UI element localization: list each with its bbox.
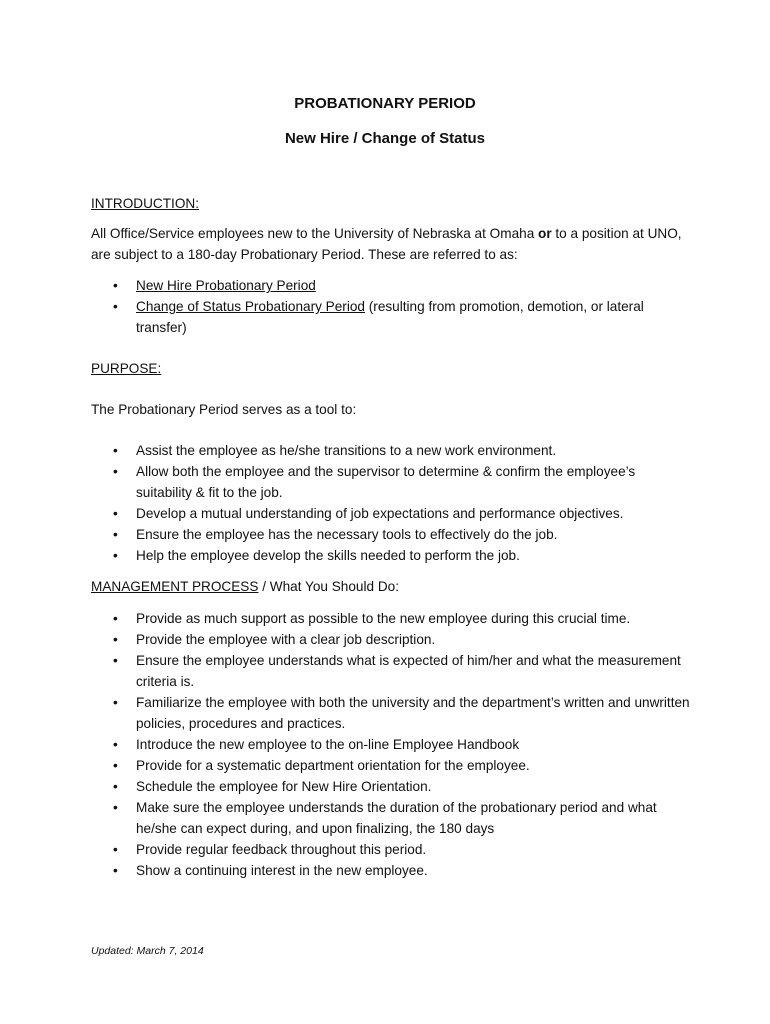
list-item: • Allow both the employee and the supervisor to determine & confirm the employee’s suitability & fit to the job.	[91, 461, 691, 503]
intro-section	[91, 193, 691, 214]
management-heading: MANAGEMENT PROCESS	[91, 579, 259, 594]
purpose-heading: PURPOSE:	[91, 361, 162, 376]
list-item: • Ensure the employee has the necessary tools to effectively do the job.	[91, 524, 691, 545]
list-item	[91, 296, 691, 338]
intro-text-a: All Office/Service employees new to the University of Nebraska at Omaha	[91, 226, 539, 241]
list-item	[91, 275, 691, 296]
intro-item-2-rest: (resulting from promotion, demotion, or lateral transfer)	[136, 299, 644, 335]
intro-item-1: New Hire Probationary Period	[136, 278, 316, 293]
list-item: • Assist the employee as he/she transitions to a new work environment.	[91, 440, 691, 461]
page-subtitle: New Hire / Change of Status	[284, 130, 486, 147]
management-heading-wrap	[91, 576, 691, 597]
purpose-lead: The Probationary Period serves as a tool to:	[91, 402, 357, 417]
list-item: • Make sure the employee understands the duration of the probationary period and what he/she can expect during, and upon finalizing, the 180 days	[91, 797, 691, 839]
purpose-list	[91, 440, 691, 566]
intro-text-b: to a position at UNO, are subject to a 180-day Probationary Period. These are referred to as:	[91, 226, 682, 262]
list-item: • Familiarize the employee with both the university and the department’s written and unwritten policies, procedures and practices.	[91, 692, 691, 734]
list-item: • Provide for a systematic department orientation for the employee.	[91, 755, 691, 776]
list-item: • Show a continuing interest in the new employee.	[91, 860, 691, 881]
page-title: PROBATIONARY PERIOD	[294, 95, 476, 112]
intro-list	[91, 275, 691, 338]
purpose-lead-wrap	[91, 399, 691, 420]
updated-footer: Updated: March 7, 2014	[91, 945, 204, 957]
list-item: • Develop a mutual understanding of job expectations and performance objectives.	[91, 503, 691, 524]
intro-item-2-underlined: Change of Status Probationary Period	[136, 299, 365, 314]
list-item: • Provide as much support as possible to the new employee during this crucial time.	[91, 608, 691, 629]
list-item: • Provide regular feedback throughout this period.	[91, 839, 691, 860]
list-item: • Help the employee develop the skills needed to perform the job.	[91, 545, 691, 566]
intro-text-bold: or	[538, 226, 552, 241]
intro-heading: INTRODUCTION:	[91, 196, 199, 211]
list-item: • Ensure the employee understands what is expected of him/her and what the measurement criteria is.	[91, 650, 691, 692]
list-item: • Introduce the new employee to the on-line Employee Handbook	[91, 734, 691, 755]
list-item: • Schedule the employee for New Hire Orientation.	[91, 776, 691, 797]
list-item: • Provide the employee with a clear job description.	[91, 629, 691, 650]
purpose-heading-wrap	[91, 358, 691, 379]
management-list	[91, 608, 691, 881]
management-heading-rest: / What You Should Do:	[258, 579, 400, 594]
intro-paragraph	[91, 223, 691, 265]
